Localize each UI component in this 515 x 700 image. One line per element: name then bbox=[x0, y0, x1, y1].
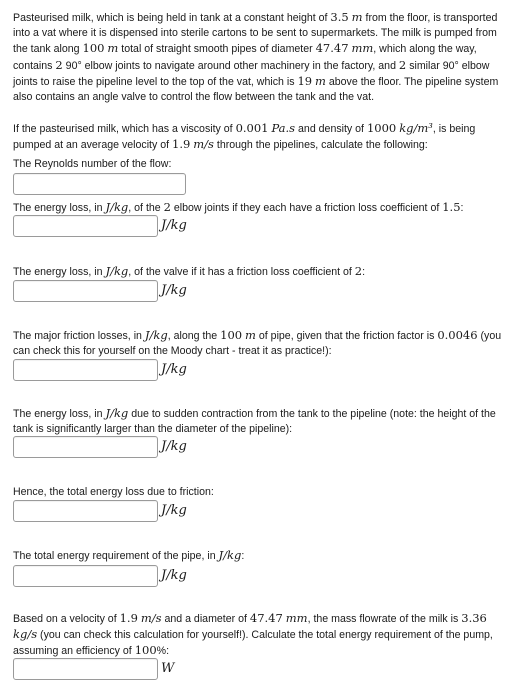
question-3-prompt: The energy loss, in J/kg, of the valve if it has a friction loss coefficient of 2: bbox=[13, 264, 366, 278]
unit-label: J/kg bbox=[161, 439, 187, 454]
given-conditions: If the pasteurised milk, which has a viscosity of 0.001 Pa.s and density of 1000 kg/m³, is being pumped at an average velocity of 1.9 m/s through the pipelines, calculate the following: bbox=[13, 121, 476, 152]
pump-power-input[interactable] bbox=[13, 658, 158, 680]
unit-label: J/kg bbox=[161, 568, 187, 583]
unit-label: J/kg bbox=[161, 362, 187, 377]
question-1-answer bbox=[13, 172, 186, 195]
elbow-loss-input[interactable] bbox=[13, 215, 158, 237]
question-7-answer bbox=[13, 564, 187, 587]
question-5-answer bbox=[13, 435, 187, 458]
question-8-prompt: Based on a velocity of 1.9 m/s and a diameter of 47.47 mm, the mass flowrate of the milk is 3.36 kg/s (you can check this calculation for yourself!). Calculate the total energy requirement of the pump, assuming an efficiency of 100%: bbox=[13, 611, 493, 658]
unit-label: J/kg bbox=[161, 283, 187, 298]
problem-statement: Pasteurised milk, which is being held in tank at a constant height of 3.5 m from the floor, is transported into a vat where it is dispensed into sterile cartons to be sent to supermarkets. The milk is pumped from the tank along 100 m total of straight smooth pipes of diameter 47.47 mm, which along the way, contains 2 90° elbow joints to navigate around other machinery in the factory, and 2 similar 90° elbow joints to raise the pipeline level to the top of the vat, which is 19 m above the floor. The pipeline system also contains an angle valve to control the flow between the tank and the vat. bbox=[13, 10, 499, 104]
question-6-prompt: Hence, the total energy loss due to friction: bbox=[13, 486, 214, 498]
reynolds-number-input[interactable] bbox=[13, 173, 186, 195]
valve-loss-input[interactable] bbox=[13, 280, 158, 302]
question-1-prompt: The Reynolds number of the flow: bbox=[13, 158, 172, 170]
question-5-prompt: The energy loss, in J/kg due to sudden contraction from the tank to the pipeline (note: the height of the tank is significantly larger than the diameter of the pipeline): bbox=[13, 406, 496, 436]
unit-label: J/kg bbox=[161, 503, 187, 518]
question-2-prompt: The energy loss, in J/kg, of the 2 elbow joints if they each have a friction loss coefficient of 1.5: bbox=[13, 200, 464, 214]
question-7-prompt: The total energy requirement of the pipe, in J/kg: bbox=[13, 548, 245, 562]
question-3-answer bbox=[13, 279, 187, 302]
question-6-answer bbox=[13, 499, 187, 522]
total-friction-loss-input[interactable] bbox=[13, 500, 158, 522]
question-2-answer bbox=[13, 214, 187, 237]
question-4-prompt: The major friction losses, in J/kg, along the 100 m of pipe, given that the friction factor is 0.0046 (you can check this for yourself on the Moody chart - treat it as practice!): bbox=[13, 328, 502, 358]
major-friction-input[interactable] bbox=[13, 359, 158, 381]
unit-label: J/kg bbox=[161, 218, 187, 233]
contraction-loss-input[interactable] bbox=[13, 436, 158, 458]
unit-label: W bbox=[161, 661, 175, 676]
question-8-answer bbox=[13, 657, 174, 680]
total-energy-input[interactable] bbox=[13, 565, 158, 587]
question-4-answer bbox=[13, 358, 187, 381]
